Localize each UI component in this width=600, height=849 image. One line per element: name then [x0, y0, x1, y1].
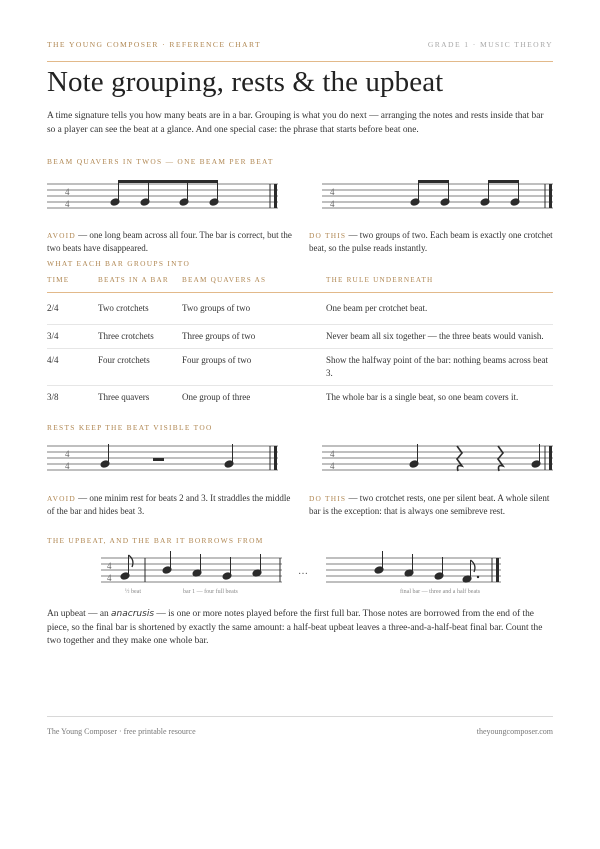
staff-rest-avoid: [47, 444, 278, 478]
header-grade-label: GRADE 1 · MUSIC THEORY: [427, 40, 553, 49]
cell-rule: Never beam all six together — the three beats would vanish.: [326, 324, 553, 349]
staff-rest-do: [322, 444, 553, 478]
table-row: [47, 324, 553, 349]
cell-beam: Three groups of two: [182, 324, 326, 349]
dot: [477, 576, 479, 578]
time-signature-bottom: 4: [330, 199, 335, 209]
intro-paragraph: A time signature tells you how many beats are in a bar. Grouping is what you do next — arranging the notes and rests inside that bar so a player can see the beat at a glance. And one special case: the phrase that starts before beat one.: [47, 111, 544, 135]
footer-credit: The Young Composer · free printable resource: [47, 727, 196, 736]
minim-rest: [153, 458, 164, 461]
label-bar-one: bar 1 — four full beats: [183, 589, 238, 595]
avoid-tag: AVOID: [47, 494, 76, 503]
crotchet-rest: [498, 446, 503, 471]
do-this-tag: DO THIS: [309, 231, 347, 240]
section-heading-rests: RESTS KEEP THE BEAT VISIBLE TOO: [47, 423, 213, 432]
caption-text: — one long beam across all four. The bar is correct, but the two beats have disappeared.: [47, 230, 292, 253]
page-header: [47, 40, 553, 62]
page-title: Note grouping, rests & the upbeat: [47, 66, 444, 98]
time-signature-top: 4: [330, 449, 335, 459]
cell-beats: Four crotchets: [98, 349, 182, 386]
grouping-table: [47, 272, 553, 410]
cell-rule: The whole bar is a single beat, so one beam covers it.: [326, 392, 519, 402]
long-beam: [118, 180, 218, 183]
staff-upbeat: [101, 552, 501, 586]
caption-beam-do: [309, 229, 553, 255]
time-signature-bottom: 4: [65, 461, 70, 471]
caption-rest-do: [309, 492, 553, 518]
final-barline: [274, 446, 277, 470]
section-heading-beaming: BEAM QUAVERS IN TWOS — ONE BEAM PER BEAT: [47, 157, 274, 166]
caption-beam-avoid: [47, 229, 297, 255]
caption-text: — one minim rest for beats 2 and 3. It straddles the middle of the bar and hides beat 3.: [47, 493, 291, 516]
staff-beam-avoid: [47, 180, 278, 216]
final-barline: [496, 558, 499, 582]
time-signature-bottom: 4: [107, 573, 112, 583]
time-signature-bottom: 4: [65, 199, 70, 209]
upbeat-paragraph: [47, 608, 547, 649]
ellipsis: …: [298, 566, 308, 577]
cell-beats: Three quavers: [98, 392, 150, 402]
section-heading-upbeat: THE UPBEAT, AND THE BAR IT BORROWS FROM: [47, 536, 264, 545]
final-barline: [549, 446, 552, 470]
time-signature-top: 4: [330, 187, 335, 197]
quaver-flag: [129, 555, 133, 567]
table-header-row: [47, 272, 553, 293]
cell-rule: One beam per crotchet beat.: [326, 293, 553, 325]
para-text: — is one or more notes played before the first full bar. Those notes are borrowed from the end of the piece, so the final bar is shortened by exactly the same amount: a half-beat upbeat leaves a three-and-a-half-beat final bar. Count the two together and they make one whole bar.: [47, 609, 543, 647]
reference-page: [47, 0, 553, 849]
header-series-label: THE YOUNG COMPOSER · REFERENCE CHART: [47, 40, 261, 49]
cell-beats: Three crotchets: [98, 324, 182, 349]
table-row: [47, 349, 553, 386]
cell-time: 3/4: [47, 324, 98, 349]
cell-time: 2/4: [47, 293, 98, 325]
caption-rest-avoid: [47, 492, 297, 518]
time-signature-bottom: 4: [330, 461, 335, 471]
time-signature-top: 4: [65, 449, 70, 459]
caption-text: — two groups of two. Each beam is exactly one crotchet beat, so the pulse reads instantly.: [309, 230, 553, 253]
table-row: [47, 293, 553, 325]
anacrusis-term: anacrusis: [111, 609, 155, 619]
footer-url: theyoungcomposer.com: [476, 727, 553, 736]
col-header-beam: BEAM QUAVERS AS: [182, 272, 326, 293]
do-this-tag: DO THIS: [309, 494, 347, 503]
final-barline: [549, 184, 552, 208]
cell-rule: Show the halfway point of the bar: nothing beams across beat 3.: [326, 349, 553, 386]
col-header-beats: BEATS IN A BAR: [98, 272, 182, 293]
avoid-tag: AVOID: [47, 231, 76, 240]
section-heading-table: WHAT EACH BAR GROUPS INTO: [47, 259, 191, 268]
col-header-rule: THE RULE UNDERNEATH: [326, 272, 553, 293]
beam-group-2: [488, 180, 519, 183]
page-footer: [47, 716, 553, 736]
final-barline: [274, 184, 277, 208]
cell-beam: Four groups of two: [182, 349, 326, 386]
staff-beam-do: [322, 180, 553, 216]
time-signature-top: 4: [65, 187, 70, 197]
para-text: An upbeat — an: [47, 609, 112, 619]
label-final-bar: final bar — three and a half beats: [400, 589, 481, 595]
crotchet-rest: [457, 446, 462, 471]
cell-time: 4/4: [47, 349, 98, 386]
table-row: [47, 386, 553, 410]
cell-beam: Two groups of two: [182, 293, 326, 325]
cell-beats: Two crotchets: [98, 293, 182, 325]
cell-time: 3/8: [47, 392, 59, 402]
caption-text: — two crotchet rests, one per silent beat. A whole silent bar is the exception: that is always one semibreve rest.: [309, 493, 550, 516]
col-header-time: TIME: [47, 272, 98, 293]
time-signature-top: 4: [107, 561, 112, 571]
label-half-beat: ½ beat: [125, 589, 141, 595]
beam-group-1: [418, 180, 449, 183]
cell-beam: One group of three: [182, 392, 251, 402]
